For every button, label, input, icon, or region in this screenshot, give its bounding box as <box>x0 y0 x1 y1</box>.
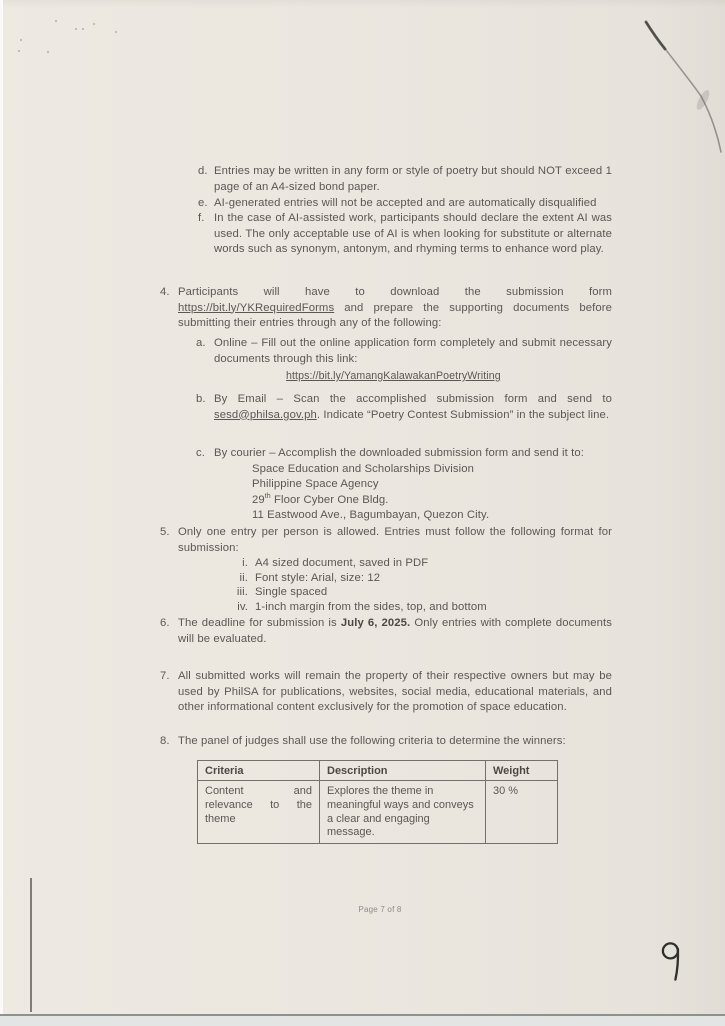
paper-crease-mark <box>615 0 725 170</box>
sublist-text: 1-inch margin from the sides, top, and bottom <box>255 600 487 613</box>
list-label: 8. <box>160 735 170 747</box>
list-item-e <box>198 196 612 212</box>
list-item-6 <box>160 616 612 647</box>
sublist-item-iv <box>218 600 487 615</box>
address-line-street: 11 Eastwood Ave., Bagumbayan, Quezon City. <box>252 509 490 521</box>
list-text <box>214 392 612 423</box>
list-text: Entries may be written in any form or style of poetry but should NOT exceed 1 page of an A4-sized bond paper. <box>214 165 612 193</box>
sublist-label: ii. <box>239 571 248 584</box>
pencil-edge-line <box>30 878 32 1012</box>
sublist-label: iii. <box>236 586 248 599</box>
item-c-text: By courier – Accomplish the downloaded submission form and send it to: <box>214 447 584 459</box>
list-label: a. <box>196 337 206 349</box>
handwritten-page-number <box>659 940 687 985</box>
address-line-floor <box>252 493 612 509</box>
sublist-text: A4 sized document, saved in PDF <box>255 557 429 569</box>
list-item-f <box>198 211 612 258</box>
item4-text-after: and prepare the supporting documents before submitting their entries through any of the following: <box>178 301 612 329</box>
email-address-link: sesd@philsa.gov.ph <box>214 408 317 421</box>
submission-form-link: https://bit.ly/YKRequiredForms <box>178 301 335 314</box>
list-text: In the case of AI-assisted work, participants should declare the extent AI was used. The only acceptable use of AI is when looking for substitute or alternate words such as synonym, antonym, and rhyming terms to enhance word play. <box>214 212 612 255</box>
list-text: Only one entry per person is allowed. Entries must follow the following format for submission: <box>178 526 612 554</box>
list-label: f. <box>198 212 205 224</box>
item-b-text: By Email – Scan the accomplished submission form and send to <box>214 393 612 405</box>
cell-weight: 30 % <box>485 781 555 843</box>
list-label: 5. <box>160 526 170 538</box>
col-header-description: Description <box>319 761 485 780</box>
list-text <box>214 446 612 524</box>
list-text <box>214 336 612 385</box>
list-label: c. <box>196 447 205 459</box>
list-item-5 <box>160 525 612 556</box>
col-header-criteria: Criteria <box>205 765 244 777</box>
format-sublist <box>218 556 487 614</box>
list-label: e. <box>198 197 208 209</box>
list-item-b <box>196 392 612 423</box>
list-item-a <box>196 336 612 385</box>
sublist-item-i <box>218 556 487 571</box>
floor-ordinal: th <box>264 492 271 500</box>
sublist-label: iv. <box>237 600 248 613</box>
list-item-c <box>196 446 612 524</box>
list-label: 6. <box>160 617 170 629</box>
item-b-text-after: . Indicate “Poetry Contest Submission” in the subject line. <box>316 408 610 421</box>
list-label: d. <box>198 165 208 177</box>
list-item-7 <box>160 669 612 716</box>
col-header-weight: Weight <box>485 761 555 780</box>
table-header-row <box>198 761 557 781</box>
online-form-link: https://bit.ly/YamangKalawakanPoetryWriting <box>286 370 501 382</box>
list-item-d <box>198 164 612 195</box>
address-line-agency: Philippine Space Agency <box>252 478 379 490</box>
list-label: b. <box>196 393 206 405</box>
floor-rest: Floor Cyber One Bldg. <box>270 493 389 506</box>
item6-text: The deadline for submission is <box>178 617 337 629</box>
cell-description: Explores the theme in meaningful ways and conveys a clear and engaging message. <box>319 781 485 843</box>
list-text <box>178 616 612 647</box>
item6-text-after: Only entries with complete documents will be evaluated. <box>178 617 613 645</box>
criteria-table <box>197 760 558 844</box>
item4-text: Participants will have to download the submission form <box>178 286 612 298</box>
scan-bottom-edge <box>0 1014 725 1026</box>
list-text <box>178 285 612 332</box>
sublist-text: Single spaced <box>255 586 328 599</box>
deadline-date: July 6, 2025. <box>340 617 411 629</box>
cell-criteria: Content and relevance to the theme <box>205 785 312 825</box>
floor-number: 29 <box>252 493 265 506</box>
sublist-item-ii <box>218 571 487 586</box>
list-text: All submitted works will remain the property of their respective owners but may be used by PhilSA for publications, websites, social media, educational materials, and other informational content exclusively for the promotion of space education. <box>178 670 612 713</box>
scan-left-edge <box>0 0 3 1016</box>
list-label: 7. <box>160 670 170 682</box>
list-text: The panel of judges shall use the following criteria to determine the winners: <box>178 735 566 747</box>
item-a-text: Online – Fill out the online application form completely and submit necessary documents through this link: <box>214 337 612 365</box>
list-item-8 <box>160 734 612 750</box>
list-text: AI-generated entries will not be accepted and are automatically disqualified <box>214 197 597 209</box>
address-line-division: Space Education and Scholarships Division <box>252 462 475 475</box>
list-label: 4. <box>160 286 170 298</box>
list-item-4 <box>160 285 612 332</box>
page-number-footer: Page 7 of 8 <box>358 905 402 914</box>
sublist-item-iii <box>218 585 487 600</box>
sublist-text: Font style: Arial, size: 12 <box>255 571 381 584</box>
sublist-label: i. <box>242 557 248 569</box>
table-row <box>198 781 557 843</box>
